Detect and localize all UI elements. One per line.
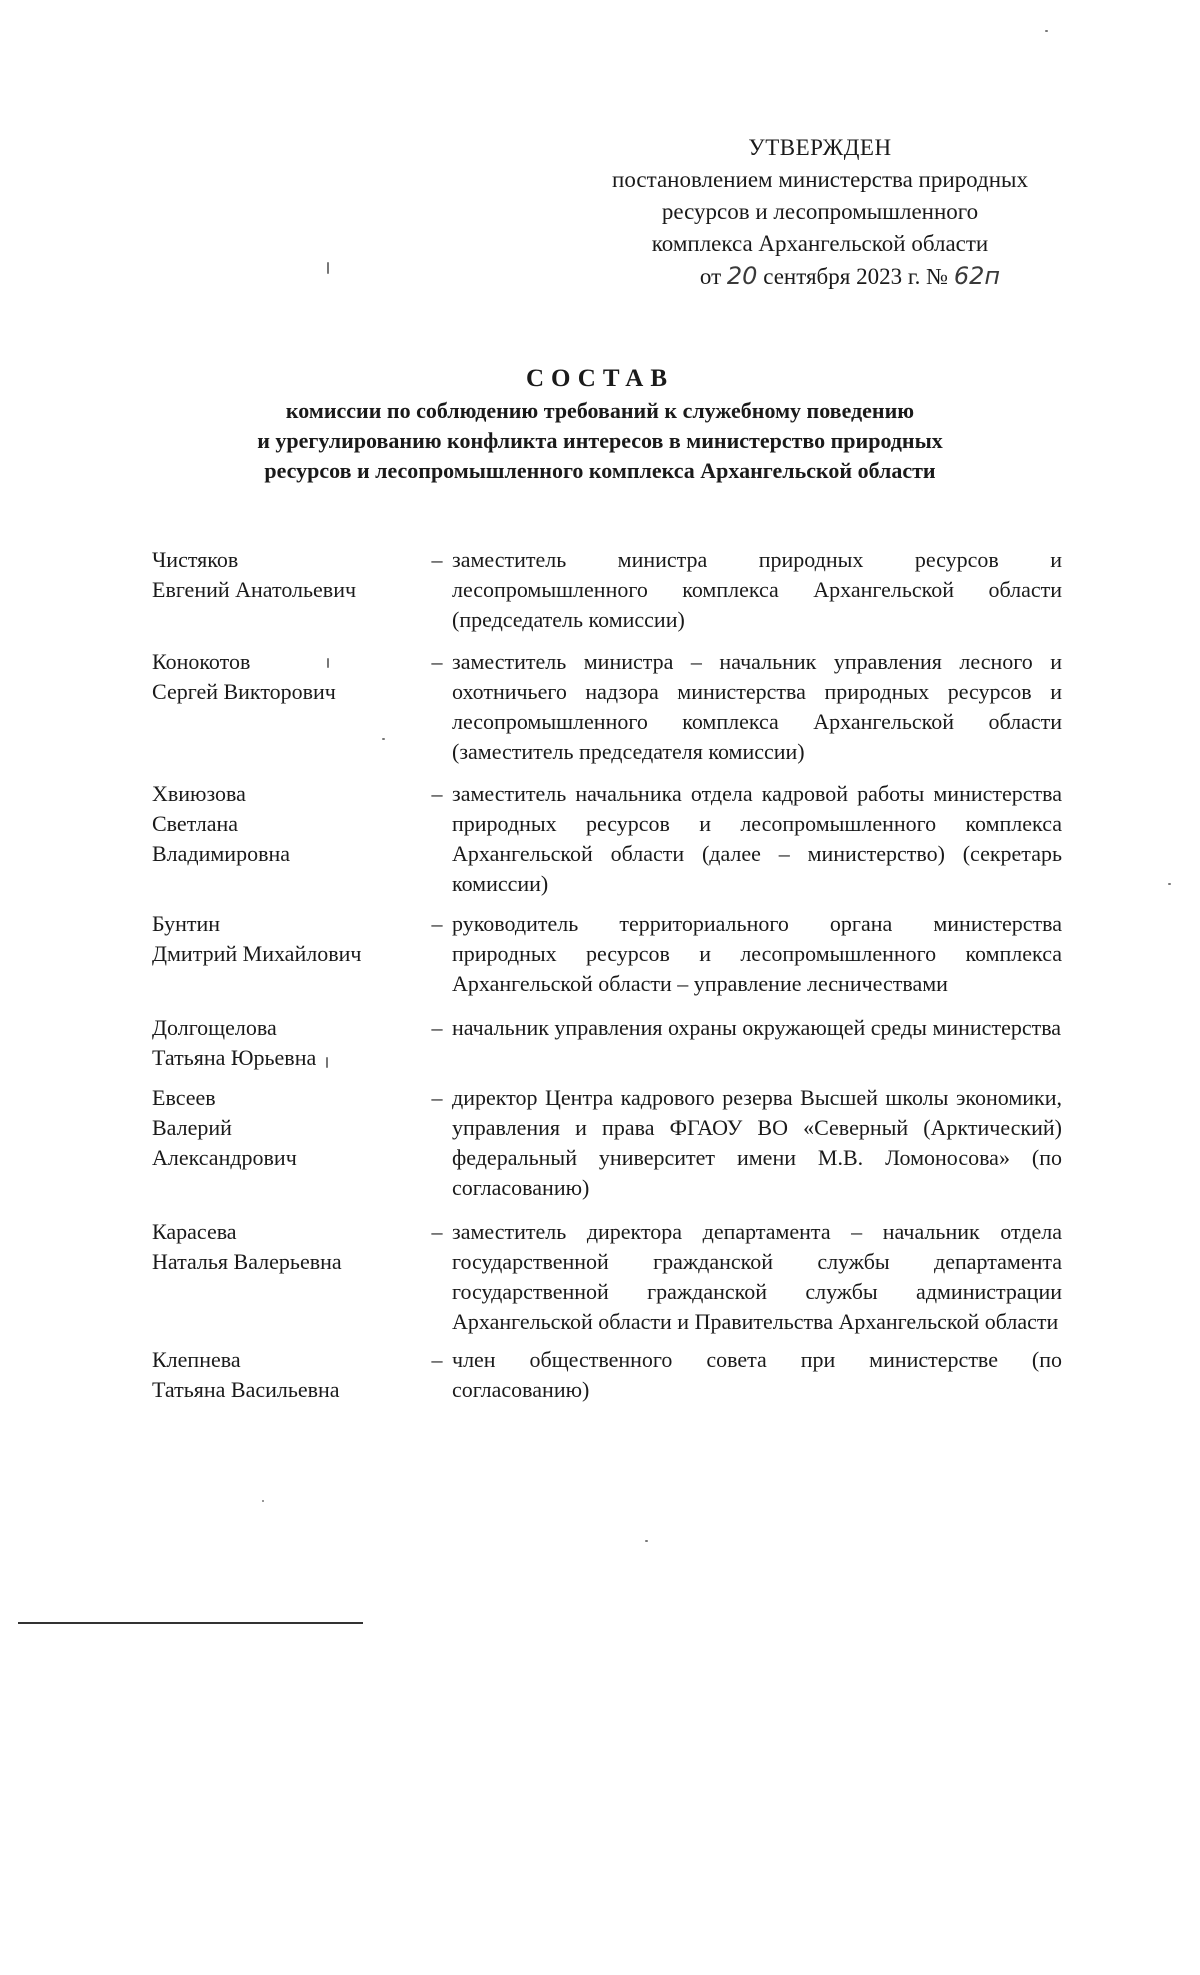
member-name bbox=[152, 647, 422, 767]
heading-subtitle-line: ресурсов и лесопромышленного комплекса Архангельской области bbox=[264, 458, 936, 483]
member-name bbox=[152, 1083, 422, 1203]
member-patronymic: Владимировна bbox=[152, 841, 291, 866]
dash: – bbox=[431, 781, 443, 806]
scan-speck bbox=[1045, 30, 1048, 32]
member-name bbox=[152, 1217, 422, 1337]
heading-title: СОСТАВ bbox=[525, 365, 675, 392]
member-role: заместитель директора департамента – начальник отдела государственной гражданской службы департамента государственной гражданской службы администрации Архангельской области и Правительства Архангельской области bbox=[452, 1219, 1062, 1334]
member-given-name: Валерий bbox=[152, 1115, 232, 1140]
scan-speck bbox=[327, 658, 329, 668]
footer-rule bbox=[18, 1622, 363, 1624]
approval-line: ресурсов и лесопромышленного bbox=[661, 199, 979, 224]
members-list bbox=[152, 545, 1062, 1405]
member-entry bbox=[152, 1345, 1062, 1405]
scan-speck bbox=[327, 262, 329, 274]
member-given-name: Дмитрий Михайлович bbox=[152, 941, 362, 966]
member-given-name: Евгений Анатольевич bbox=[152, 577, 357, 602]
member-name bbox=[152, 909, 422, 999]
dash: – bbox=[431, 1085, 443, 1110]
member-name bbox=[152, 1013, 422, 1073]
scan-speck bbox=[326, 1057, 328, 1068]
member-entry bbox=[152, 647, 1062, 767]
scan-speck bbox=[382, 738, 385, 740]
member-entry bbox=[152, 1217, 1062, 1337]
member-given-name: Наталья Валерьевна bbox=[152, 1249, 342, 1274]
approval-line: постановлением министерства природных bbox=[612, 167, 1028, 192]
heading-subtitle-line: комиссии по соблюдению требований к служебному поведению bbox=[285, 398, 915, 423]
dash: – bbox=[431, 649, 443, 674]
member-patronymic: Александрович bbox=[152, 1145, 297, 1170]
member-surname: Хвиюзова bbox=[152, 781, 246, 806]
member-surname: Долгощелова bbox=[152, 1015, 277, 1040]
member-name bbox=[152, 545, 422, 635]
member-name bbox=[152, 1345, 422, 1405]
dash: – bbox=[431, 1015, 443, 1040]
dash: – bbox=[431, 1347, 443, 1372]
approval-line: комплекса Архангельской области bbox=[651, 231, 989, 256]
approval-block bbox=[570, 132, 1070, 293]
member-name bbox=[152, 779, 422, 899]
dash: – bbox=[431, 911, 443, 936]
member-given-name: Светлана bbox=[152, 811, 239, 836]
member-surname: Клепнева bbox=[152, 1347, 241, 1372]
member-given-name: Татьяна Васильевна bbox=[152, 1377, 340, 1402]
member-role: начальник управления охраны окружающей среды министерства bbox=[452, 1015, 1062, 1040]
member-surname: Карасева bbox=[152, 1219, 237, 1244]
member-role: руководитель территориального органа министерства природных ресурсов и лесопромышленного комплекса Архангельской области – управление лесничествами bbox=[452, 911, 1062, 996]
scan-speck bbox=[262, 1500, 264, 1502]
member-entry bbox=[152, 545, 1062, 635]
handwritten-day: 20 bbox=[726, 262, 758, 290]
scan-speck bbox=[645, 1540, 648, 1542]
date-prefix: от bbox=[699, 264, 722, 289]
member-entry bbox=[152, 909, 1062, 999]
member-role: заместитель начальника отдела кадровой работы министерства природных ресурсов и лесопромышленного комплекса Архангельской области (далее – министерство) (секретарь комиссии) bbox=[452, 781, 1062, 896]
scan-speck bbox=[1168, 883, 1171, 885]
document-heading bbox=[140, 362, 1060, 486]
approval-date-line bbox=[570, 260, 1070, 293]
member-entry bbox=[152, 779, 1062, 899]
member-given-name: Сергей Викторович bbox=[152, 679, 336, 704]
approval-title: УТВЕРЖДЕН bbox=[748, 135, 892, 160]
member-surname: Бунтин bbox=[152, 911, 221, 936]
dash: – bbox=[431, 547, 443, 572]
handwritten-doc-number: 62п bbox=[953, 262, 1001, 290]
member-role: член общественного совета при министерстве (по согласованию) bbox=[452, 1347, 1062, 1402]
member-entry bbox=[152, 1013, 1062, 1073]
heading-subtitle-line: и урегулированию конфликта интересов в министерство природных bbox=[257, 428, 943, 453]
member-given-name: Татьяна Юрьевна bbox=[152, 1045, 317, 1070]
member-role: директор Центра кадрового резерва Высшей школы экономики, управления и права ФГАОУ ВО «Северный (Арктический) федеральный университет имени М.В. Ломоносова» (по согласованию) bbox=[452, 1085, 1062, 1200]
member-surname: Конокотов bbox=[152, 649, 251, 674]
dash: – bbox=[431, 1219, 443, 1244]
member-role: заместитель министра природных ресурсов и лесопромышленного комплекса Архангельской области (председатель комиссии) bbox=[452, 547, 1062, 632]
member-entry bbox=[152, 1083, 1062, 1203]
member-role: заместитель министра – начальник управления лесного и охотничьего надзора министерства природных ресурсов и лесопромышленного комплекса Архангельской области (заместитель председателя комиссии) bbox=[452, 649, 1062, 764]
date-rest: сентября 2023 г. № bbox=[763, 264, 949, 289]
member-surname: Чистяков bbox=[152, 547, 239, 572]
member-surname: Евсеев bbox=[152, 1085, 216, 1110]
